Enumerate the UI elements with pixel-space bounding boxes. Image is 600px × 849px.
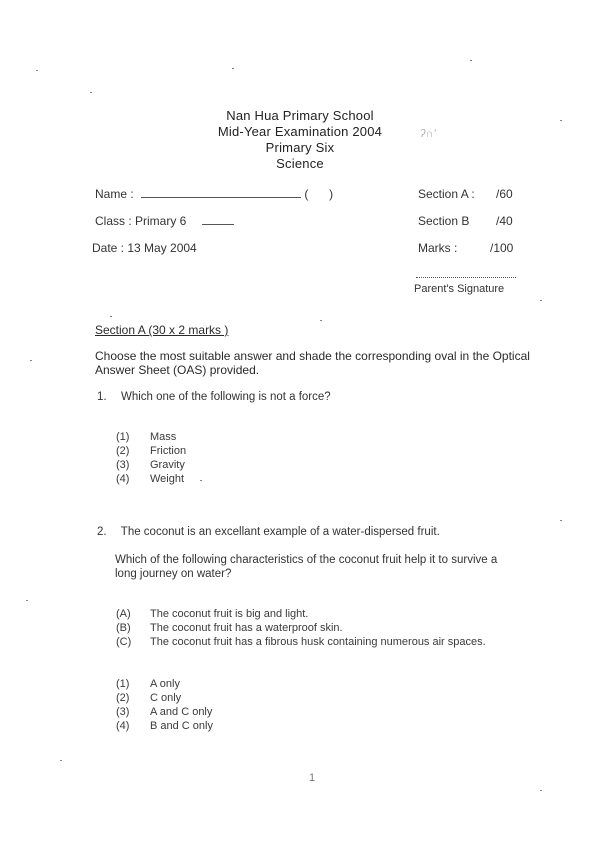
q2-option-2: (2) C only [116,692,182,704]
q2-statement-c: (C) The coconut fruit has a fibrous husk containing numerous air spaces. [116,636,486,648]
name-bracket-open: ( [304,187,309,201]
scan-speck [232,68,234,69]
class-blank [202,224,234,225]
section-a-heading: Section A (30 x 2 marks ) [95,323,229,337]
scan-speck [200,480,202,481]
exam-title: Mid-Year Examination 2004 [217,124,383,139]
marks-total: /100 [490,241,514,255]
scan-speck [560,520,562,521]
scan-speck [540,300,542,301]
class-label: Class : Primary 6 [95,214,187,228]
q1-option-1: (1) Mass [116,431,177,443]
q2-statement-a: (A) The coconut fruit is big and light. [116,608,309,620]
question-1-number: 1. [97,391,107,403]
question-1 [97,391,331,403]
q2-statement-b: (B) The coconut fruit has a waterproof skin. [116,622,343,634]
scan-speck [540,790,542,791]
q1-option-3: (3) Gravity [116,459,185,471]
scan-speck [30,360,32,361]
marks-label: Marks : [418,241,458,255]
level-title: Primary Six [265,140,335,155]
section-a-instruction: Choose the most suitable answer and shade the corresponding oval in the Optical Answer Sheet (OAS) provided. [95,349,530,377]
question-1-text: Which one of the following is not a force? [121,391,331,403]
question-2-subtext-2: long journey on water? [115,568,232,580]
parent-signature-label: Parent's Signature [414,283,505,295]
section-a-score: /60 [496,187,513,201]
question-2-number: 2. [97,526,107,538]
q2-option-1: (1) A only [116,678,180,690]
date-label: Date : 13 May 2004 [92,241,197,255]
scan-speck [90,92,92,93]
subject-title: Science [276,156,324,171]
name-blank [141,197,301,198]
class-row [95,214,234,228]
question-2 [97,526,440,538]
name-bracket-close: ) [329,187,334,201]
scan-speck [470,60,472,61]
page-mark: 1 [309,772,316,784]
scan-speck [60,760,62,761]
scan-speck [110,316,112,317]
q1-option-4: (4) Weight [116,473,185,485]
q2-option-4: (4) B and C only [116,720,213,732]
question-2-text: The coconut is an excellant example of a water-dispersed fruit. [120,526,440,538]
q2-option-3: (3) A and C only [116,706,213,718]
scan-speck [36,70,38,71]
school-name: Nan Hua Primary School [226,108,374,123]
scan-speck [320,320,322,321]
question-2-subtext-1: Which of the following characteristics of the coconut fruit help it to survive a [115,554,498,566]
section-b-score-label: Section B [418,214,470,228]
name-row [95,187,333,201]
section-a-score-label: Section A : [418,187,475,201]
name-label: Name : [95,187,134,201]
scan-speck [26,600,28,601]
signature-line [416,277,516,278]
section-b-score: /40 [496,214,513,228]
scan-speck [560,120,562,121]
q1-option-2: (2) Friction [116,445,187,457]
handwritten-mark: ʔ∩ʻ [420,128,436,140]
